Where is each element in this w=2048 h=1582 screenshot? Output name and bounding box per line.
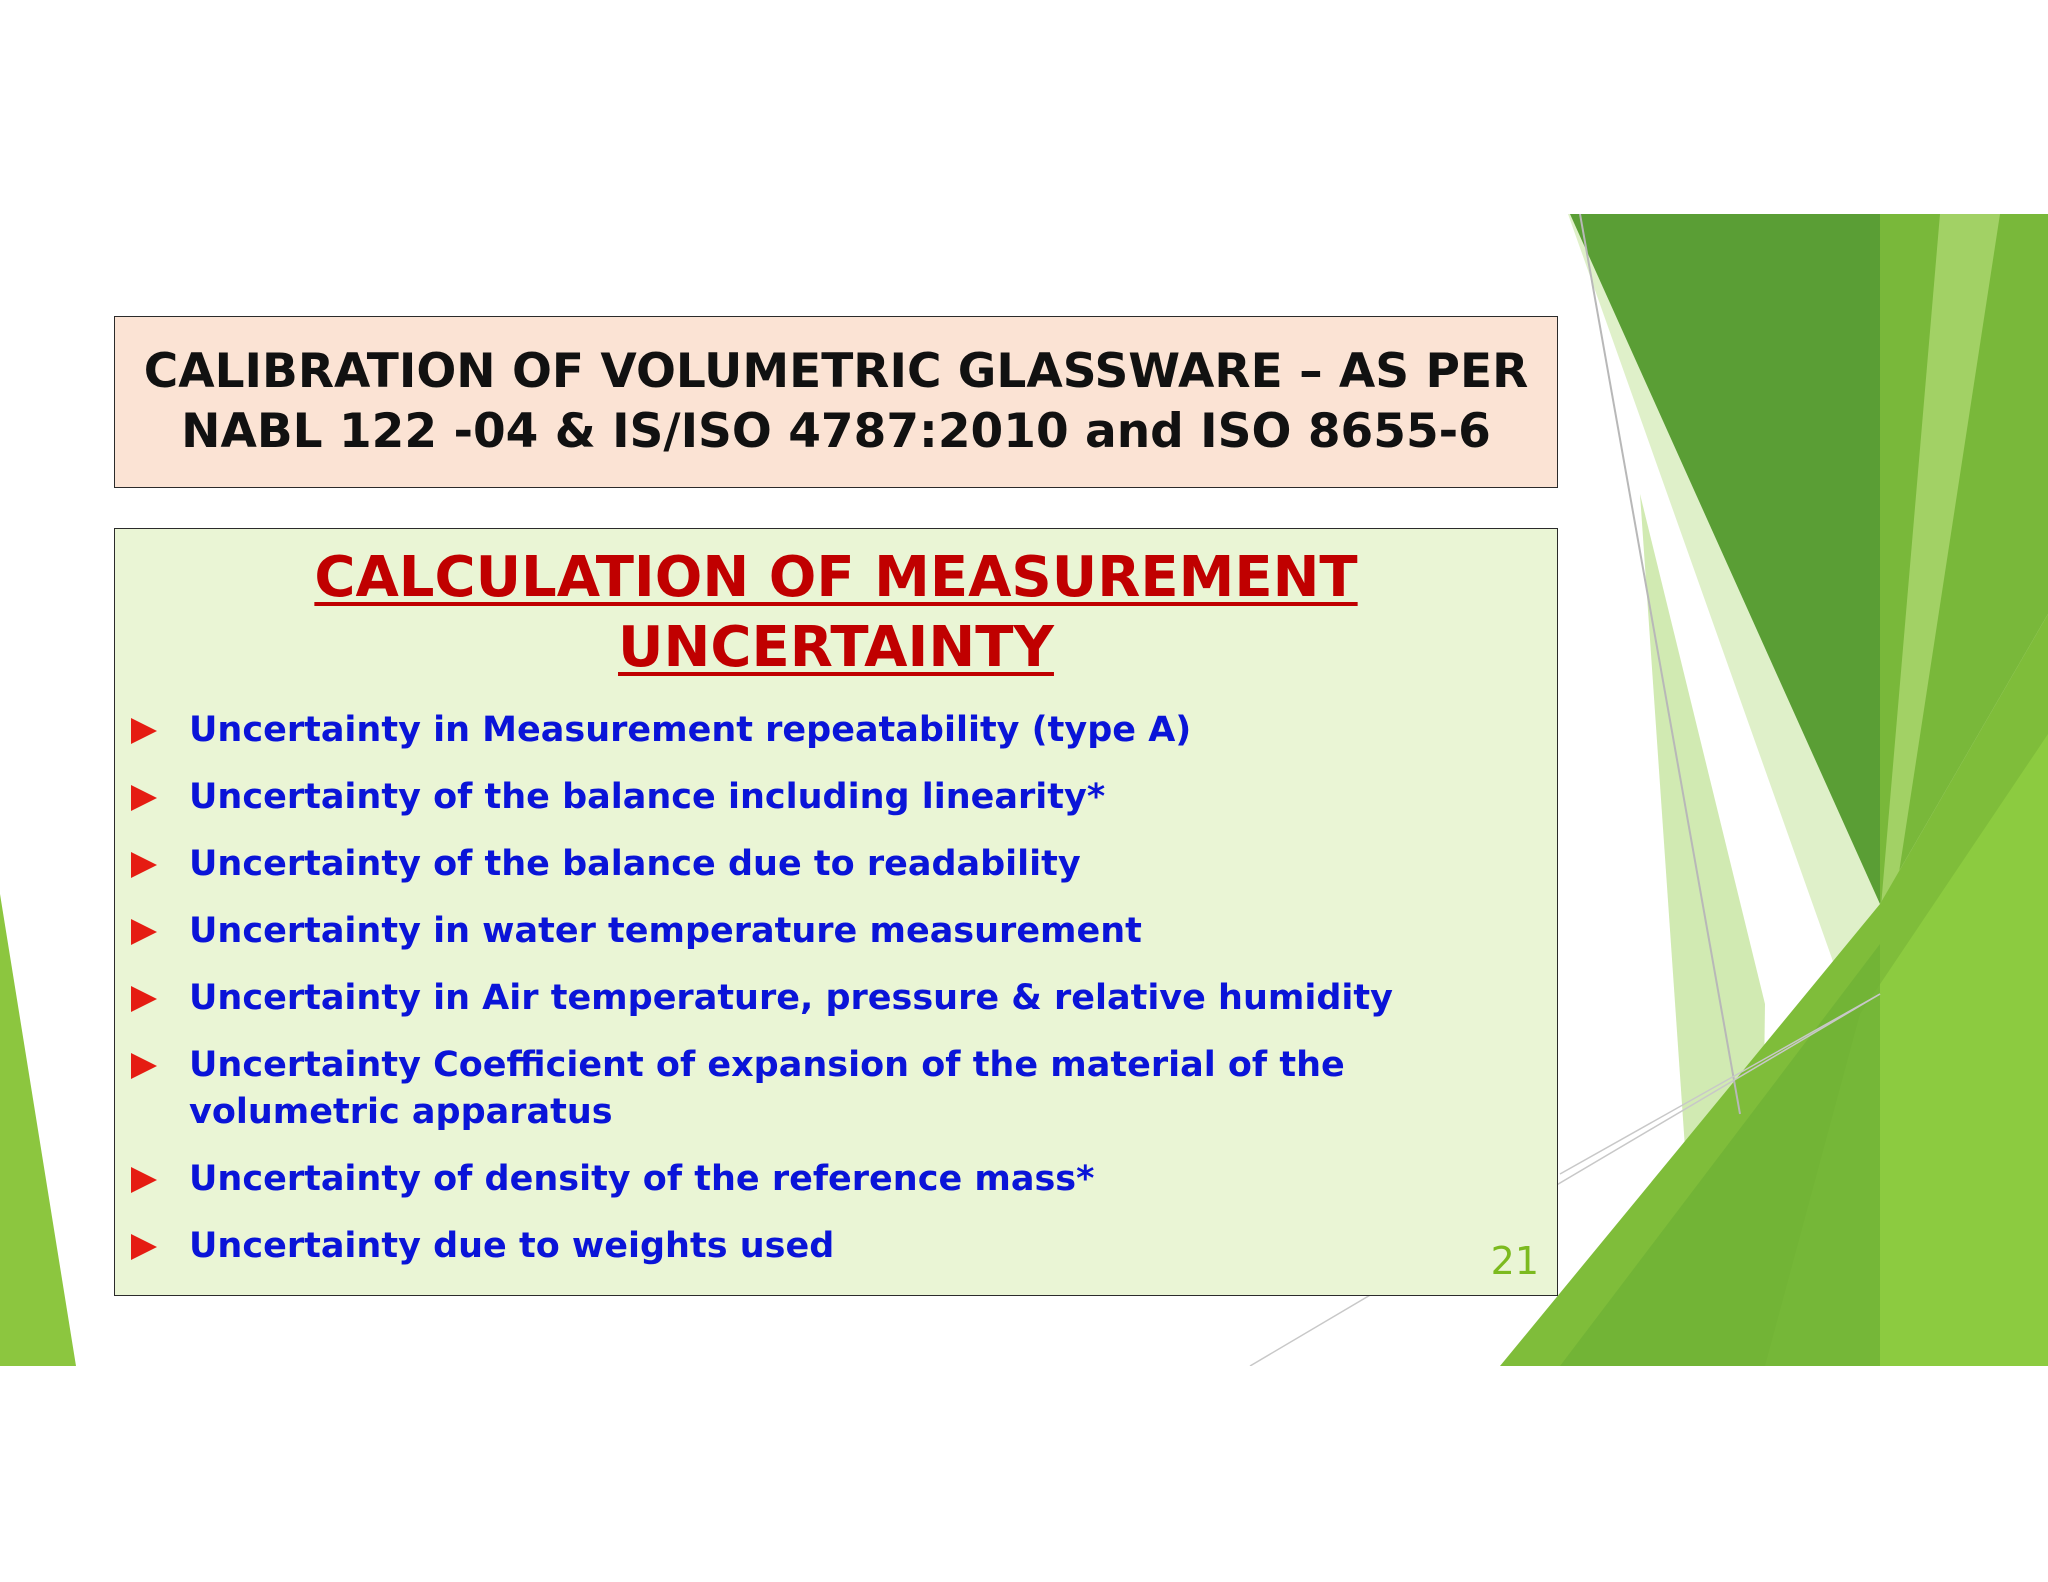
list-item-text: Uncertainty in water temperature measurement <box>189 911 1142 951</box>
red-arrow-bullet-icon <box>131 1167 157 1193</box>
list-item <box>129 1042 1539 1136</box>
title-box <box>114 316 1558 488</box>
list-item <box>129 1156 1539 1203</box>
list-item <box>129 975 1539 1022</box>
red-arrow-bullet-icon <box>131 785 157 811</box>
list-item-text: Uncertainty of the balance due to readability <box>189 844 1081 884</box>
content-box <box>114 528 1558 1296</box>
list-item <box>129 908 1539 955</box>
list-item-text: Uncertainty in Air temperature, pressure & relative humidity <box>189 978 1393 1018</box>
right-facet-dark <box>1570 214 1880 904</box>
red-arrow-bullet-icon <box>131 1234 157 1260</box>
left-green-sliver <box>0 894 76 1366</box>
page-number: 21 <box>1490 1239 1539 1283</box>
red-arrow-bullet-icon <box>131 852 157 878</box>
list-item <box>129 1223 1539 1270</box>
list-item-text: Uncertainty of density of the reference mass* <box>189 1159 1095 1199</box>
list-item-text: Uncertainty of the balance including linearity* <box>189 777 1106 817</box>
slide-title: CALIBRATION OF VOLUMETRIC GLASSWARE – AS PER NABL 122 -04 & IS/ISO 4787:2010 and ISO 8655-6 <box>143 344 1529 459</box>
list-item <box>129 774 1539 821</box>
red-arrow-bullet-icon <box>131 919 157 945</box>
list-item-text: Uncertainty due to weights used <box>189 1226 835 1266</box>
red-arrow-bullet-icon <box>131 986 157 1012</box>
uncertainty-list <box>129 707 1539 1290</box>
section-heading: CALCULATION OF MEASUREMENT UNCERTAINTY <box>314 545 1358 680</box>
red-arrow-bullet-icon <box>131 718 157 744</box>
list-item-text: Uncertainty Coefficient of expansion of the material of the volumetric apparatus <box>189 1045 1345 1132</box>
list-item <box>129 841 1539 888</box>
list-item-text: Uncertainty in Measurement repeatability (type A) <box>189 710 1192 750</box>
list-item <box>129 707 1539 754</box>
red-arrow-bullet-icon <box>131 1053 157 1079</box>
slide <box>0 214 2048 1366</box>
